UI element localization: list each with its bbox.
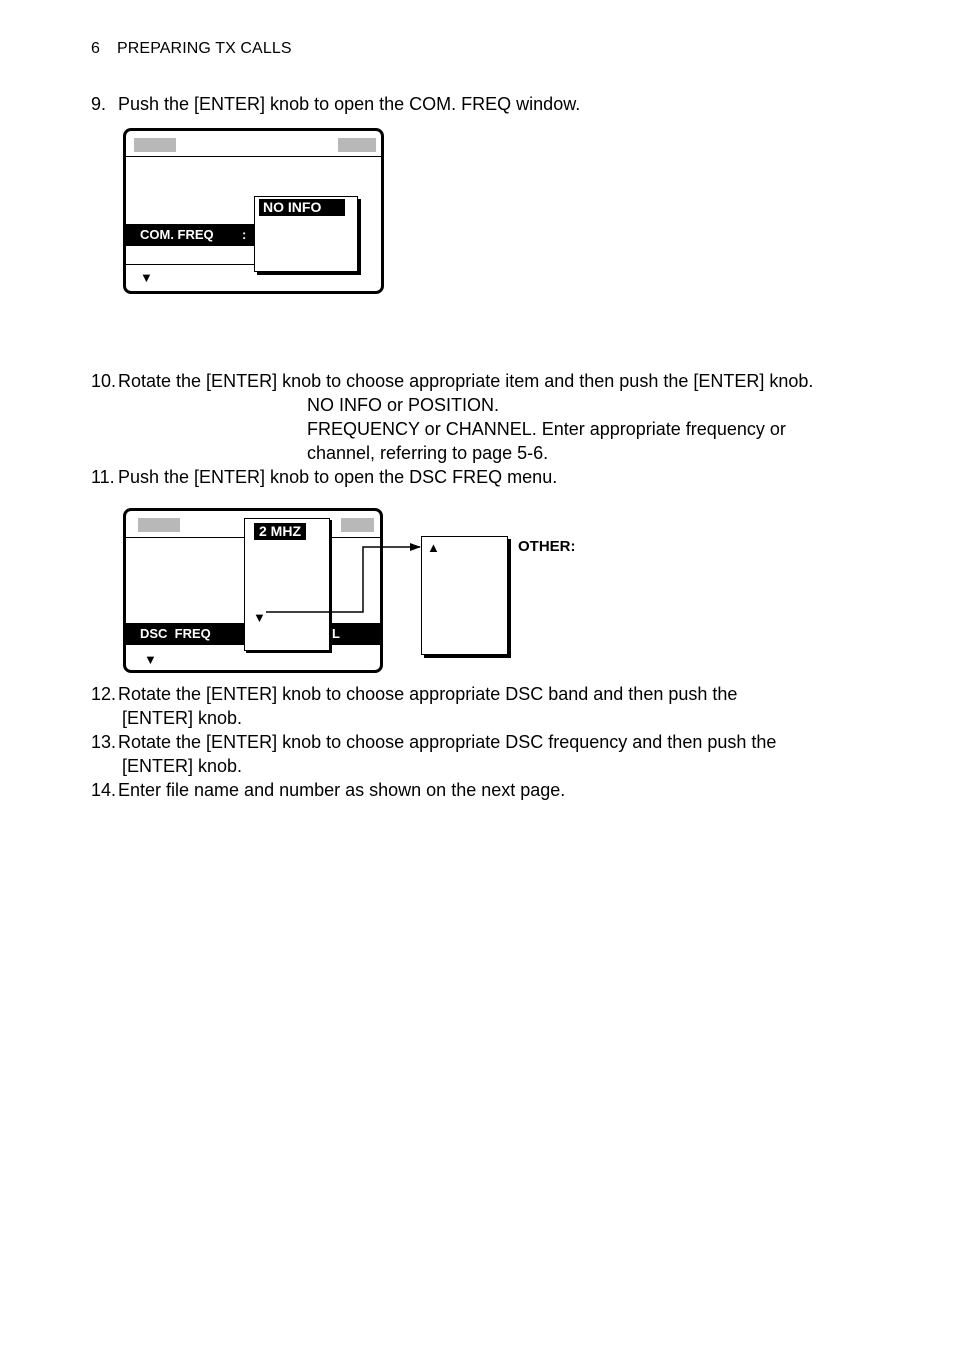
- step-number: 12.: [91, 684, 117, 704]
- section-title: PREPARING TX CALLS: [117, 40, 292, 57]
- step-number: 9.: [91, 94, 107, 114]
- step-text: Rotate the [ENTER] knob to choose appropriate DSC frequency and then push the: [118, 732, 777, 752]
- popup-selected-item[interactable]: NO INFO: [259, 199, 345, 216]
- step-10-sub-line-2: FREQUENCY or CHANNEL. Enter appropriate frequency or: [307, 419, 786, 439]
- step-number: 10.: [91, 371, 117, 391]
- step-14: [91, 778, 566, 802]
- step-number: 14.: [91, 780, 117, 800]
- bar-label: DSC FREQ: [140, 626, 211, 641]
- triangle-up-icon: ▲: [427, 540, 440, 555]
- step-13-continuation: [ENTER] knob.: [122, 756, 243, 776]
- step-text: Rotate the [ENTER] knob to choose appropriate item and then push the [ENTER] knob.: [118, 371, 814, 391]
- bar-tail: L: [332, 626, 340, 641]
- step-text: Push the [ENTER] knob to open the COM. FREQ window.: [118, 94, 581, 114]
- step-number: 13.: [91, 732, 117, 752]
- step-10-sub-line-1: NO INFO or POSITION.: [307, 395, 500, 415]
- step-number: 11.: [91, 467, 115, 487]
- bar-label: COM. FREQ: [140, 227, 214, 242]
- step-text: Push the [ENTER] knob to open the DSC FREQ menu.: [118, 467, 558, 487]
- step-13: [91, 730, 777, 754]
- step-text: Enter file name and number as shown on the next page.: [118, 780, 566, 800]
- popup-selected-item[interactable]: 2 MHZ: [254, 523, 306, 540]
- other-list-box: [421, 536, 508, 655]
- triangle-down-icon: ▼: [140, 270, 153, 285]
- other-label: OTHER:: [518, 538, 576, 555]
- page-number: 6: [91, 40, 100, 57]
- bar-colon: :: [242, 227, 247, 242]
- step-12-continuation: [ENTER] knob.: [122, 708, 243, 728]
- triangle-down-icon: ▼: [253, 610, 266, 625]
- triangle-down-icon: ▼: [144, 652, 157, 667]
- step-10-sub-line-3: channel, referring to page 5-6.: [307, 443, 549, 463]
- step-text: Rotate the [ENTER] knob to choose appropriate DSC band and then push the: [118, 684, 738, 704]
- step-12: [91, 682, 738, 706]
